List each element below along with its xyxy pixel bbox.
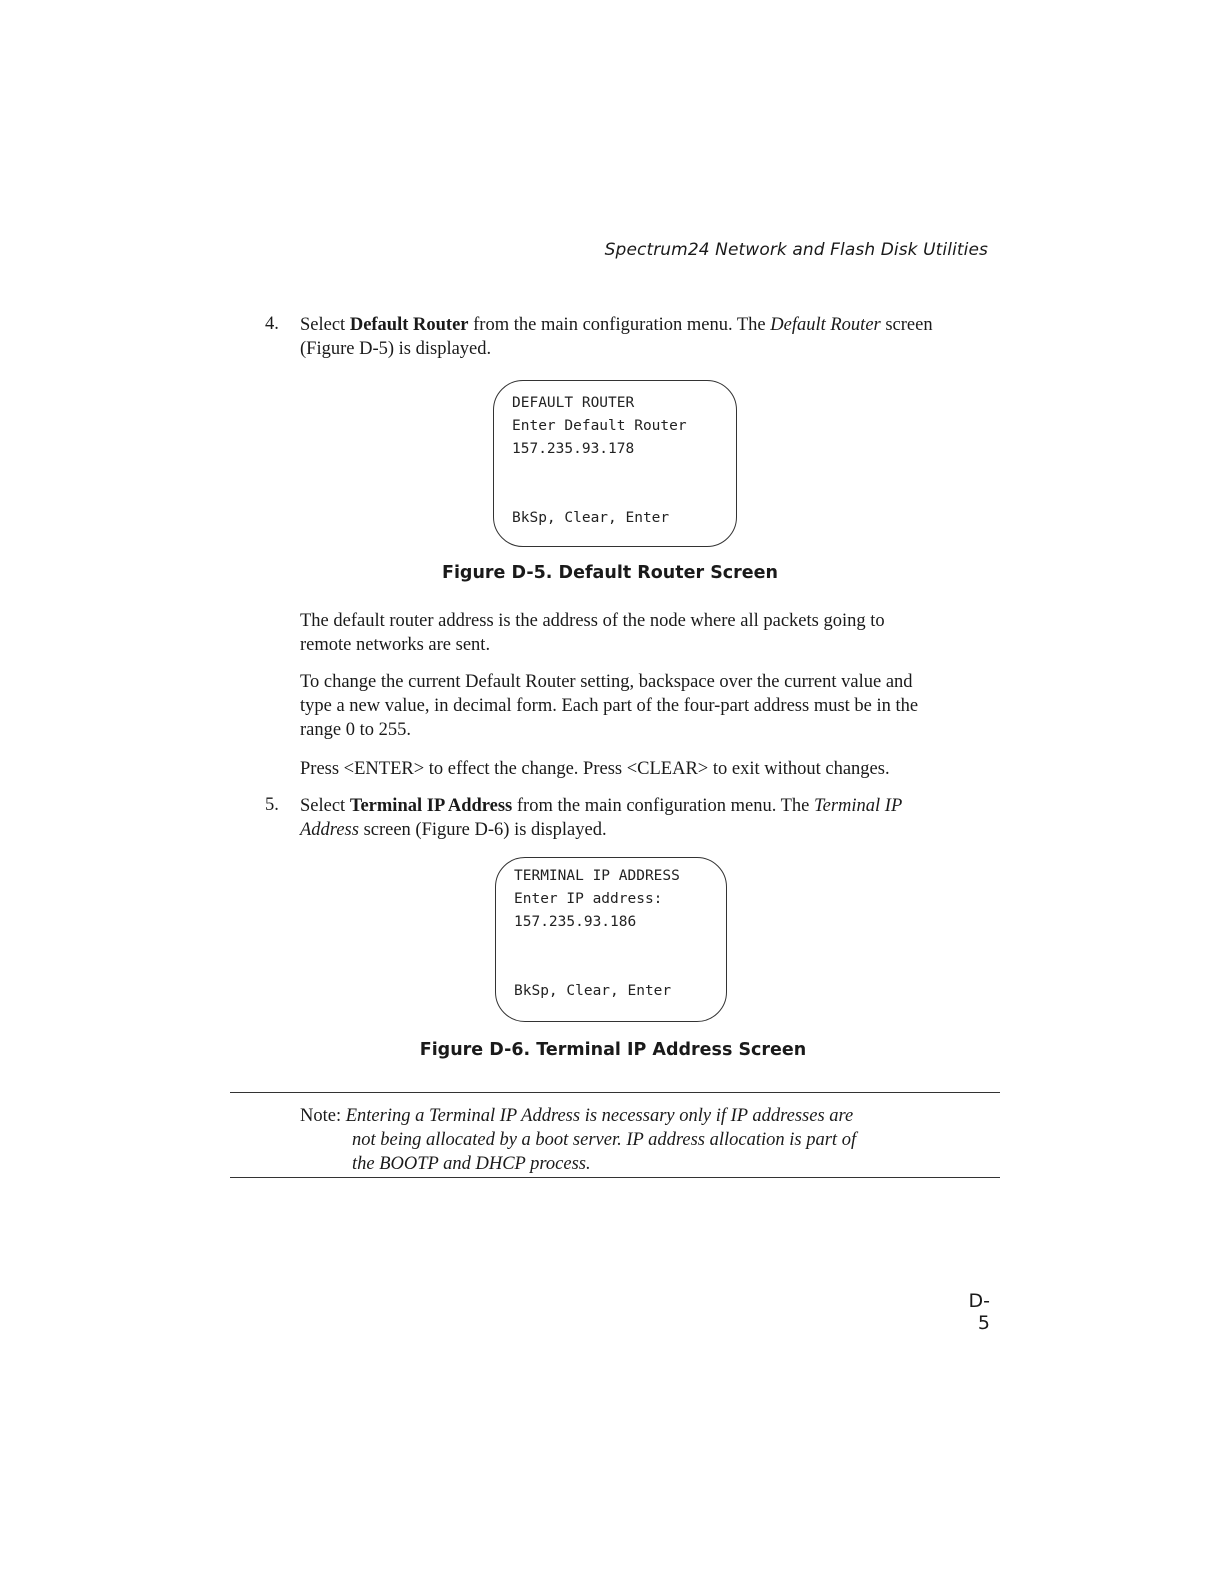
screen-value: 157.235.93.186 [514, 914, 637, 930]
figure-caption-d5: Figure D-5. Default Router Screen [441, 563, 778, 583]
note-line-1 [300, 1104, 853, 1128]
screen-title: DEFAULT ROUTER [512, 395, 635, 411]
step-5-text [300, 794, 902, 818]
paragraph-2-line: To change the current Default Router setting, backspace over the current value and [300, 672, 913, 692]
paragraph-3: Press <ENTER> to effect the change. Press <CLEAR> to exit without changes. [300, 759, 890, 779]
paragraph-2 [300, 670, 918, 742]
screen-title: TERMINAL IP ADDRESS [514, 868, 680, 884]
step-5-menu-item: Terminal IP Address [349, 796, 513, 816]
figure-caption-d6: Figure D-6. Terminal IP Address Screen [419, 1040, 807, 1060]
paragraph-2-line: range 0 to 255. [300, 720, 411, 740]
step-4-line2: (Figure D-5) is displayed. [300, 339, 492, 359]
note-label: Note: [300, 1106, 342, 1126]
screen-keys: BkSp, Clear, Enter [512, 510, 670, 526]
running-head: Spectrum24 Network and Flash Disk Utilities [604, 240, 988, 260]
step-5-t2: from the main configuration menu. The [512, 796, 815, 816]
screen-prompt: Enter IP address: [514, 891, 663, 907]
terminal-ip-screen [495, 857, 727, 1022]
step-5-number: 5. [265, 795, 279, 815]
step-4-t1: Select [300, 315, 350, 335]
note-line-2: not being allocated by a boot server. IP address allocation is part of [352, 1130, 857, 1150]
step-4-screen-name: Default Router [770, 315, 881, 335]
note-line-3: the BOOTP and DHCP process. [352, 1154, 591, 1174]
note-text: Entering a Terminal IP Address is necessary only if IP addresses are [345, 1106, 854, 1126]
paragraph-1-line: The default router address is the address of the node where all packets going to [300, 611, 885, 631]
paragraph-1 [300, 609, 885, 657]
step-4-t3: screen [880, 315, 933, 335]
screen-prompt: Enter Default Router [512, 418, 687, 434]
default-router-screen [493, 380, 737, 547]
paragraph-2-line: type a new value, in decimal form. Each part of the four-part address must be in the [300, 696, 919, 716]
page-number: D-5 [968, 1290, 990, 1334]
screen-keys: BkSp, Clear, Enter [514, 983, 672, 999]
paragraph-1-line: remote networks are sent. [300, 635, 491, 655]
step-5-screen-name-cont: Address [300, 820, 359, 840]
step-5-t1: Select [300, 796, 350, 816]
step-4-t2: from the main configuration menu. The [468, 315, 771, 335]
step-5-line2 [300, 818, 607, 842]
step-4-menu-item: Default Router [349, 315, 469, 335]
note-top-rule [230, 1092, 1000, 1093]
step-5-screen-name: Terminal IP [814, 796, 903, 816]
step-4-number: 4. [265, 314, 279, 334]
step-4-text [300, 313, 933, 337]
step-5-t3: screen (Figure D-6) is displayed. [358, 820, 607, 840]
screen-value: 157.235.93.178 [512, 441, 635, 457]
note-bottom-rule [230, 1177, 1000, 1178]
